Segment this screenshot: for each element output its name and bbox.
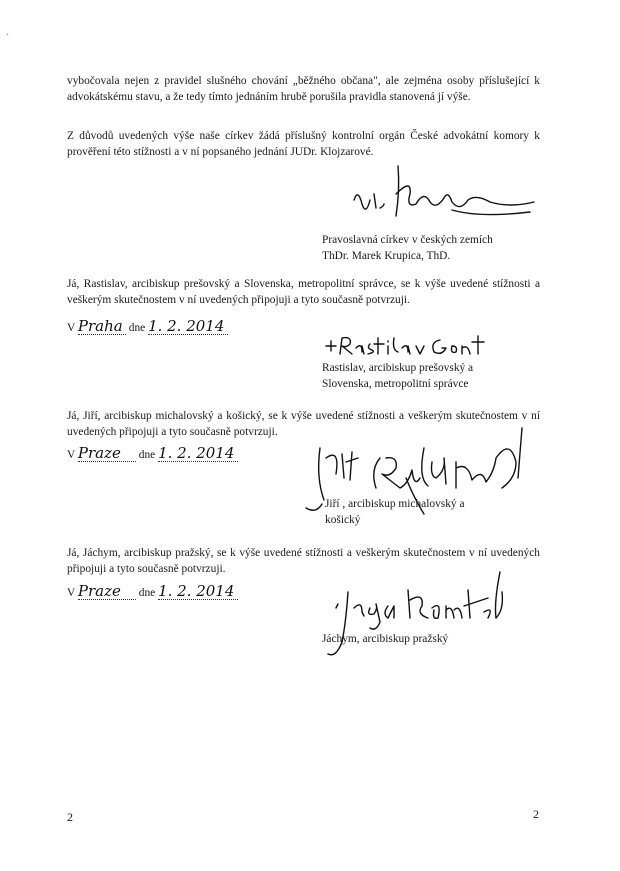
- date-dne: dne: [128, 322, 146, 334]
- date-place: Praze: [78, 445, 136, 462]
- paragraph-request: Z důvodů uvedených výše naše církev žádá příslušný kontrolní orgán České advokátní komory k prověření této stížnosti a v ní popsaného jednání JUDr. Klojzarové.: [67, 130, 540, 158]
- signer-jiri-line1: Jiří , arcibiskup michalovský a: [325, 498, 465, 510]
- date-value: 1. 2. 2014: [148, 318, 228, 335]
- page-number-left: 2: [67, 810, 73, 824]
- corner-mark: ·: [6, 30, 10, 41]
- signer-jiri-line2: košický: [325, 514, 361, 526]
- signature-krupica: [340, 160, 540, 230]
- date-line-jachym: [67, 583, 238, 601]
- date-value: 1. 2. 2014: [158, 445, 238, 462]
- signer-jachym: Jáchym, arcibiskup pražský: [322, 633, 449, 645]
- date-v: V: [67, 449, 76, 461]
- page-number-right: 2: [533, 807, 539, 821]
- date-line-jiri: [67, 445, 238, 463]
- date-line-rastislav: [67, 318, 228, 336]
- date-v: V: [67, 587, 76, 599]
- signer-church: Pravoslavná církev v českých zemích: [322, 234, 493, 246]
- paragraph-rastislav: Já, Rastislav, arcibiskup prešovský a Slovenska, metropolitní správce, se k výše uvedené stížnosti a veškerým skutečnostem v ní uvedených připojuji a tyto současně potvrzuji.: [67, 278, 540, 306]
- signer-krupica: ThDr. Marek Krupica, ThD.: [322, 250, 451, 262]
- paragraph-jachym: Já, Jáchym, arcibiskup pražský, se k výše uvedené stížnosti a veškerým skutečnostem v ní uvedených připojuji a tyto současně potvrzuji.: [67, 547, 540, 575]
- paragraph-closing: vybočovala nejen z pravidel slušného chování „běžného občana", ale zejména osoby příslušející k advokátskému stavu, a že tedy tímto jednáním hrubě porušila pravidla stanovená jí výše.: [67, 75, 540, 103]
- signer-rastislav-line2: Slovenska, metropolitní správce: [322, 378, 469, 390]
- signature-jachym: [318, 562, 518, 662]
- paragraph-jiri: Já, Jiří, arcibiskup michalovský a košický, se k výše uvedené stížnosti a veškerým skutečnostem v ní uvedených připojuji a tyto současně potvrzuji.: [67, 410, 540, 438]
- signer-rastislav-line1: Rastislav, arcibiskup prešovský a: [322, 362, 474, 374]
- date-value: 1. 2. 2014: [158, 583, 238, 600]
- date-place: Praze: [78, 583, 136, 600]
- signature-rastislav: [322, 332, 492, 362]
- date-dne: dne: [138, 587, 156, 599]
- date-v: V: [67, 322, 76, 334]
- date-dne: dne: [138, 449, 156, 461]
- date-place: Praha: [78, 318, 126, 335]
